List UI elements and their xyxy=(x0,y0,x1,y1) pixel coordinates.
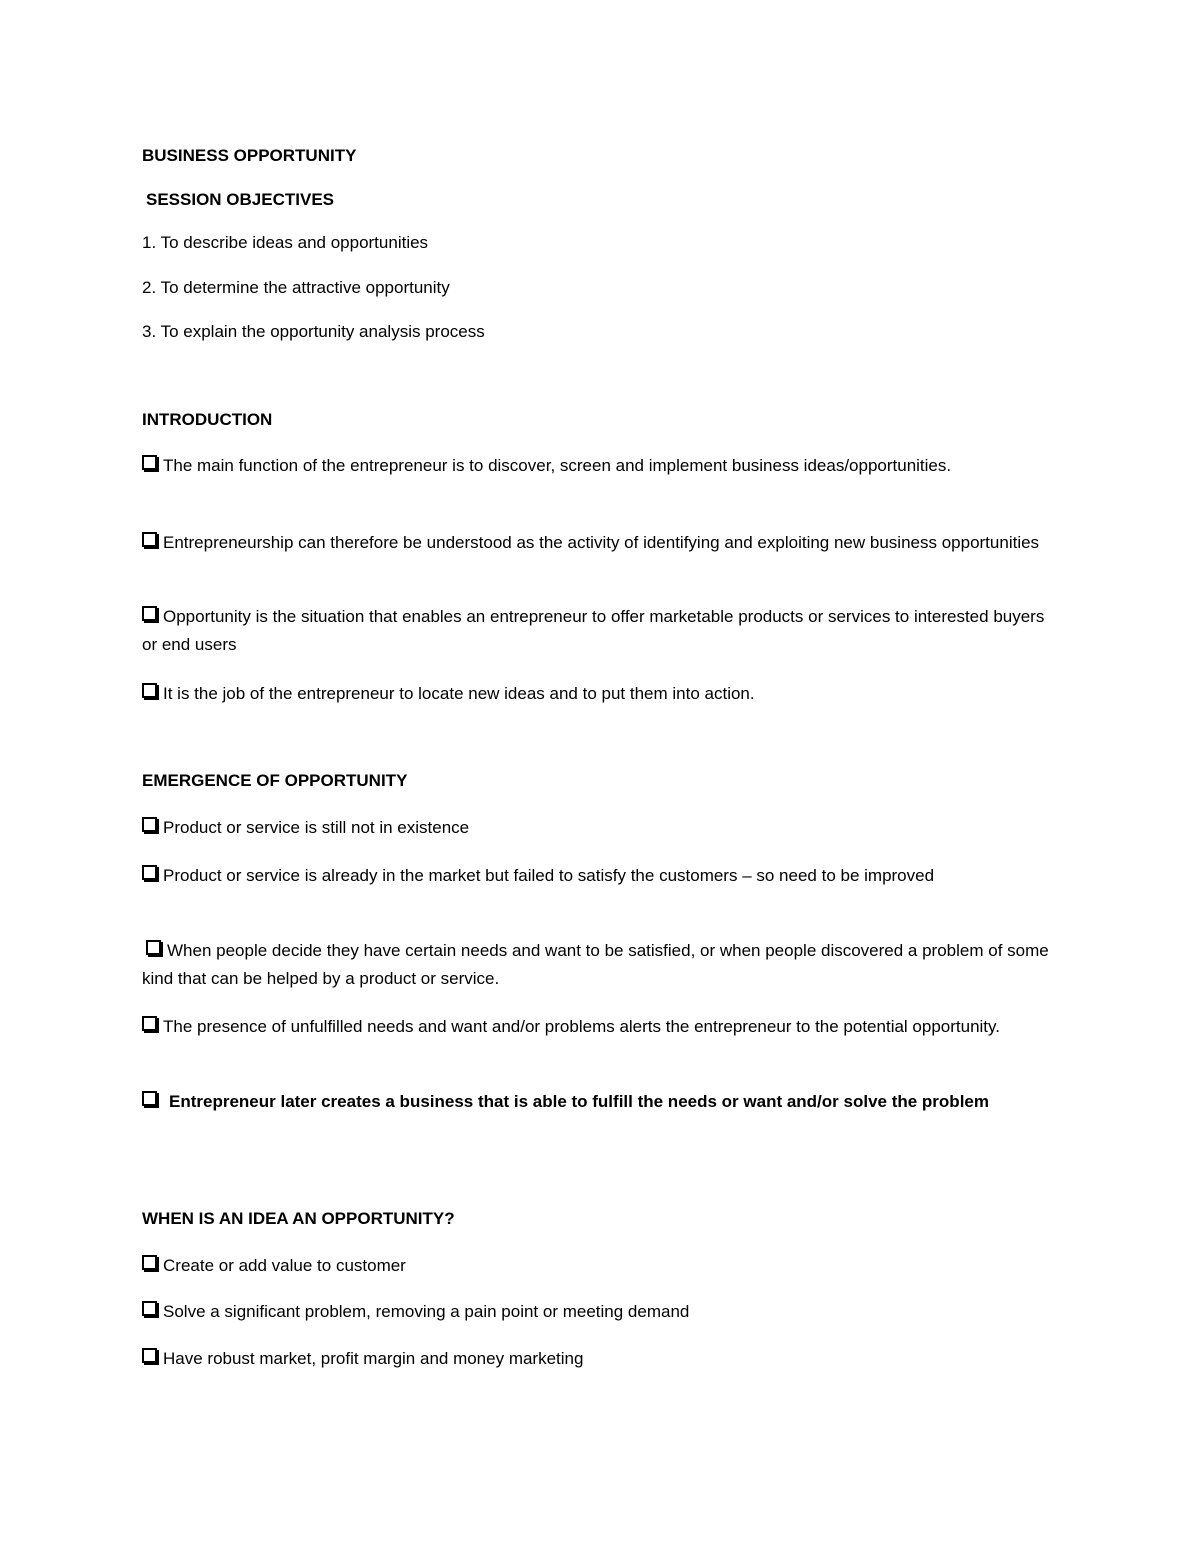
checkbox-bullet-icon xyxy=(142,865,157,880)
section-heading-when-idea: WHEN IS AN IDEA AN OPPORTUNITY? xyxy=(142,1209,455,1228)
section-heading-emergence: EMERGENCE OF OPPORTUNITY xyxy=(142,771,408,790)
list-item: Entrepreneurship can therefore be understood as the activity of identifying and exploiting new business opportunities xyxy=(142,529,1062,557)
objective-item: 3. To explain the opportunity analysis process xyxy=(142,322,485,341)
checkbox-bullet-icon xyxy=(142,1348,157,1363)
objective-item: 1. To describe ideas and opportunities xyxy=(142,233,429,252)
list-item: Opportunity is the situation that enables an entrepreneur to offer marketable products or services to interested buyers or end users xyxy=(142,607,1045,654)
section-heading-introduction: INTRODUCTION xyxy=(142,410,273,429)
objective-item: 2. To determine the attractive opportunity xyxy=(142,278,450,297)
list-item: Product or service is already in the market but failed to satisfy the customers – so need to be improved xyxy=(142,862,1062,890)
list-item: It is the job of the entrepreneur to locate new ideas and to put them into action. xyxy=(142,680,1062,708)
document-title: BUSINESS OPPORTUNITY xyxy=(142,146,357,165)
checkbox-bullet-icon xyxy=(146,940,161,955)
list-item: When people decide they have certain needs and want to be satisfied, or when people discovered a problem of some kind that can be helped by a product or service. xyxy=(142,941,1049,988)
checkbox-bullet-icon xyxy=(142,455,157,470)
list-item: The presence of unfulfilled needs and want and/or problems alerts the entrepreneur to the potential opportunity. xyxy=(142,1013,1062,1041)
list-item: Have robust market, profit margin and money marketing xyxy=(142,1345,1062,1373)
checkbox-bullet-icon xyxy=(142,606,157,621)
checkbox-bullet-icon xyxy=(142,817,157,832)
list-item: Create or add value to customer xyxy=(142,1252,1062,1280)
list-item: The main function of the entrepreneur is to discover, screen and implement business ideas/opportunities. xyxy=(142,452,1062,480)
section-heading-objectives: SESSION OBJECTIVES xyxy=(146,190,334,209)
checkbox-bullet-icon xyxy=(142,683,157,698)
checkbox-bullet-icon xyxy=(142,1016,157,1031)
checkbox-bullet-icon xyxy=(142,1255,157,1270)
list-item: Entrepreneur later creates a business that is able to fulfill the needs or want and/or solve the problem xyxy=(142,1088,1062,1116)
list-item: Product or service is still not in existence xyxy=(142,814,1062,842)
list-item: Solve a significant problem, removing a pain point or meeting demand xyxy=(142,1298,1062,1326)
checkbox-bullet-icon xyxy=(142,1301,157,1316)
checkbox-bullet-icon xyxy=(142,1091,157,1106)
checkbox-bullet-icon xyxy=(142,532,157,547)
